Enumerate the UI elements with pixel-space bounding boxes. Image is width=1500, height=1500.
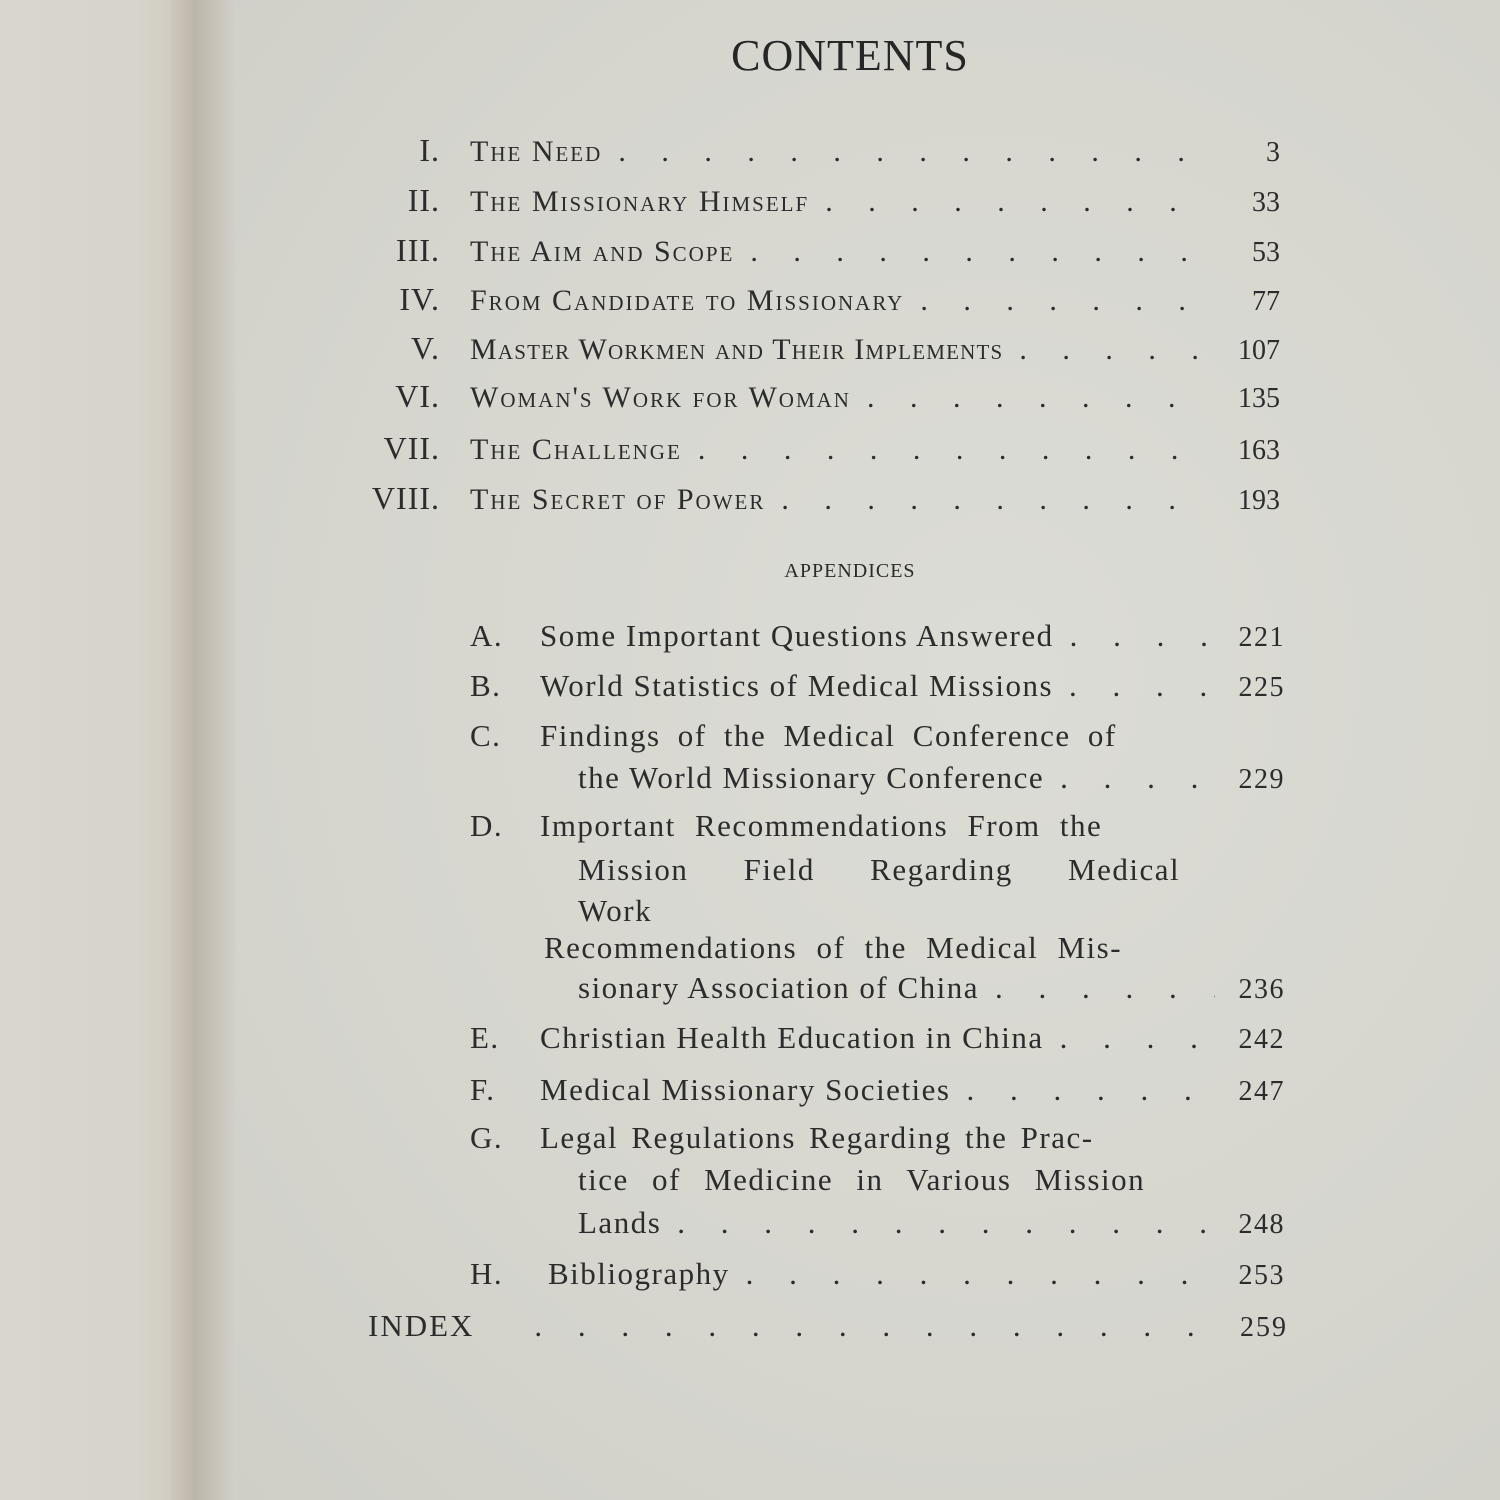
toc-entry-appendix-a [470, 618, 1285, 654]
page-number: 225 [1238, 672, 1285, 703]
page-number: 229 [1238, 764, 1285, 795]
appendix-title: Some Important Questions Answered [540, 618, 1054, 653]
appendix-letter: D. [470, 808, 504, 843]
appendix-subtitle-line-1: Recommendations of the Medical Mis- [544, 930, 1123, 965]
toc-entry-chapter-8 [340, 480, 1280, 517]
dot-leader [734, 235, 1210, 269]
appendix-title: Bibliography [548, 1256, 730, 1291]
page-number: 236 [1238, 974, 1285, 1005]
appendix-title-line-1: Legal Regulations Regarding the Prac- [540, 1120, 1094, 1155]
page-number: 193 [1238, 485, 1280, 516]
appendix-letter: H. [470, 1256, 504, 1291]
toc-entry-chapter-7 [340, 430, 1280, 467]
page-number: 253 [1238, 1260, 1285, 1291]
appendix-title: Christian Health Education in China [540, 1020, 1044, 1055]
page-number: 107 [1238, 335, 1280, 366]
appendix-letter: F. [470, 1072, 496, 1107]
appendix-title-line-1: Findings of the Medical Conference of [540, 718, 1117, 753]
page-number: 77 [1252, 286, 1280, 317]
toc-entry-chapter-5 [340, 330, 1280, 367]
dot-leader [661, 1205, 1215, 1241]
appendix-letter: G. [470, 1120, 504, 1155]
toc-entry-appendix-g-cont [578, 1205, 1285, 1241]
appendix-subtitle-line-2: sionary Association of China [578, 970, 980, 1005]
chapter-number: III. [396, 232, 440, 268]
appendix-title-line-2: the World Missionary Conference [578, 760, 1045, 795]
chapter-title: The Missionary Himself [470, 185, 810, 218]
toc-entry-appendix-d-cont [578, 970, 1285, 1006]
chapter-title: Woman's Work for Woman [470, 381, 851, 414]
page-number: 221 [1238, 622, 1285, 653]
dot-leader [682, 433, 1210, 467]
dot-leader [904, 284, 1210, 318]
chapter-number: VI. [395, 378, 440, 414]
toc-entry-appendix-h [470, 1256, 1285, 1292]
dot-leader [602, 135, 1210, 169]
chapter-title: The Aim and Scope [470, 235, 735, 268]
appendix-title-line-2: tice of Medicine in Various Mission [578, 1162, 1146, 1197]
toc-entry-appendix-c [470, 718, 1285, 754]
dot-leader [1053, 668, 1215, 704]
chapter-title: From Candidate to Missionary [470, 284, 905, 317]
chapter-number: I. [419, 132, 440, 168]
appendix-title-line-2: Mission Field Regarding Medical [578, 852, 1181, 887]
page-number: 259 [1240, 1312, 1288, 1343]
dot-leader [1044, 1020, 1215, 1056]
appendices-heading: APPENDICES [784, 560, 916, 582]
toc-entry-chapter-4 [340, 281, 1280, 318]
page-number: 242 [1238, 1024, 1285, 1055]
chapter-title: The Secret of Power [470, 483, 766, 516]
toc-entry-appendix-f [470, 1072, 1285, 1108]
page-number: 247 [1238, 1076, 1285, 1107]
toc-entry-appendix-g [470, 1120, 1285, 1156]
toc-entry-chapter-6 [340, 378, 1280, 415]
dot-leader [730, 1256, 1215, 1292]
toc-entry-chapter-2 [340, 182, 1280, 219]
appendix-title-line-3: Work [578, 893, 653, 928]
toc-entry-chapter-3 [340, 232, 1280, 269]
toc-entry-appendix-c-cont [578, 760, 1285, 796]
book-gutter [170, 0, 240, 1500]
appendix-letter: E. [470, 1020, 500, 1055]
dot-leader [474, 1308, 1218, 1344]
toc-entry-index [368, 1308, 1288, 1344]
page-number: 33 [1252, 187, 1280, 218]
appendix-title: Medical Missionary Societies [540, 1072, 951, 1107]
dot-leader [1044, 760, 1215, 796]
page-title: CONTENTS [731, 31, 969, 80]
dot-leader [951, 1072, 1216, 1108]
dot-leader [765, 483, 1210, 517]
appendix-title-line-3: Lands [578, 1205, 662, 1240]
appendix-title: World Statistics of Medical Missions [540, 668, 1054, 703]
page-number: 248 [1238, 1209, 1285, 1240]
page-number: 3 [1266, 137, 1280, 168]
chapter-title: Master Workmen and Their Implements [470, 333, 1004, 366]
dot-leader [1003, 333, 1210, 367]
chapter-number: VII. [383, 430, 440, 466]
appendix-letter: B. [470, 668, 502, 703]
toc-entry-chapter-1 [340, 132, 1280, 169]
dot-leader [979, 970, 1215, 1006]
page-number: 135 [1238, 383, 1280, 414]
chapter-number: II. [407, 182, 440, 218]
dot-leader [809, 185, 1210, 219]
page-number: 53 [1252, 237, 1280, 268]
chapter-title: The Challenge [470, 433, 682, 466]
chapter-number: IV. [399, 281, 440, 317]
dot-leader [851, 381, 1210, 415]
chapter-number: VIII. [371, 480, 440, 516]
toc-entry-appendix-e [470, 1020, 1285, 1056]
appendix-letter: C. [470, 718, 502, 753]
toc-entry-appendix-d [470, 808, 1285, 844]
page-number: 163 [1238, 435, 1280, 466]
chapter-number: V. [411, 330, 440, 366]
appendix-title-line-1: Important Recommendations From the [540, 808, 1103, 843]
appendix-letter: A. [470, 618, 504, 653]
dot-leader [1054, 618, 1215, 654]
toc-entry-appendix-b [470, 668, 1285, 704]
facing-page [0, 0, 190, 1500]
index-label: INDEX [368, 1308, 475, 1343]
chapter-title: The Need [470, 135, 603, 168]
